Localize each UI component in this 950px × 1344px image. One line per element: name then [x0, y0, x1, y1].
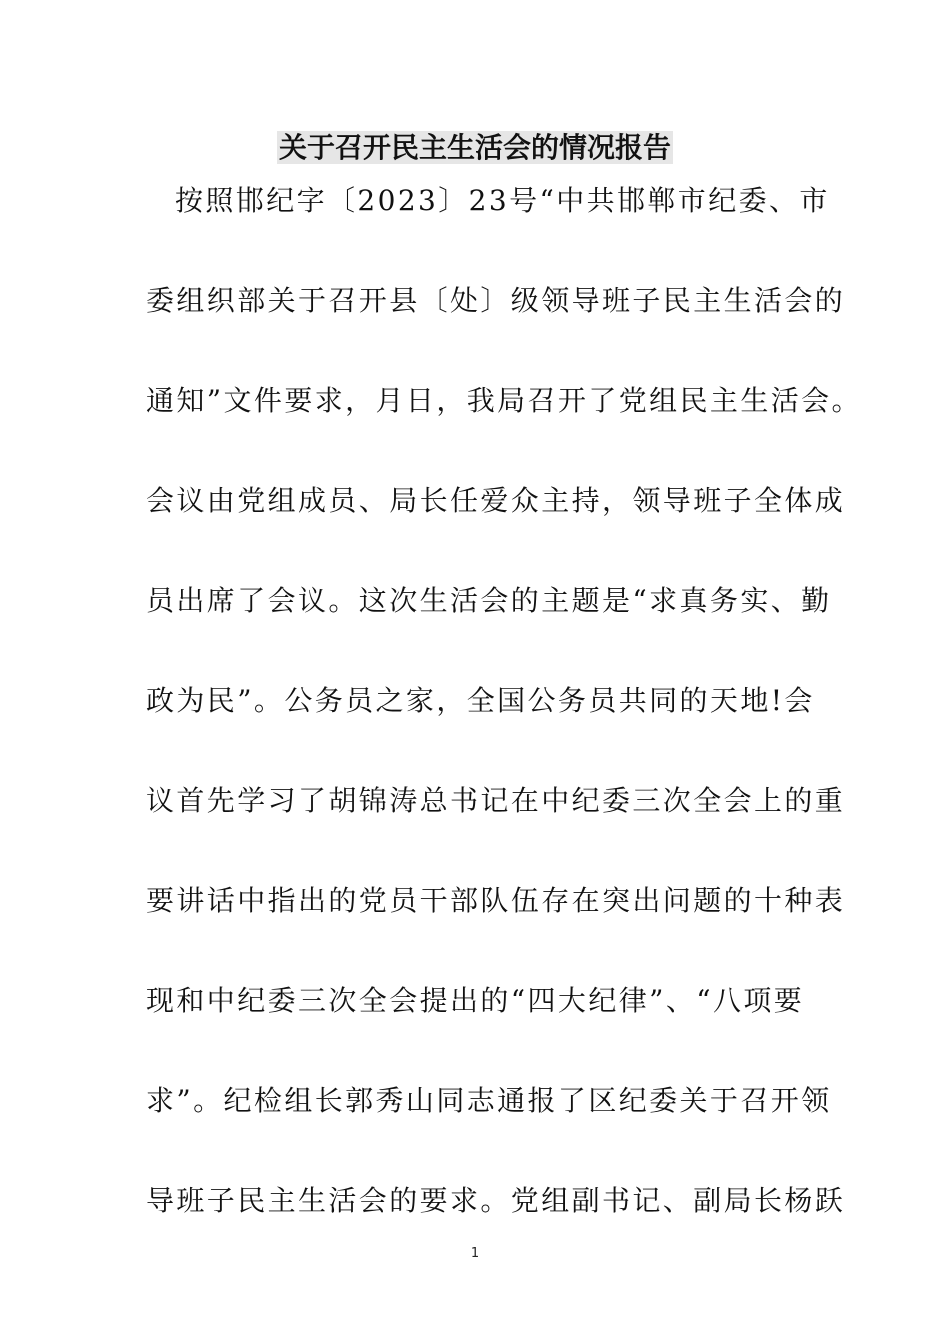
body-line: 议首先学习了胡锦涛总书记在中纪委三次全会上的重: [146, 784, 846, 817]
document-title-text: 关于召开民主生活会的情况报告: [278, 131, 671, 164]
body-line: 政为民”。公务员之家，全国公务员共同的天地!会: [146, 684, 815, 717]
body-line: 通知”文件要求，月日，我局召开了党组民主生活会。: [146, 384, 862, 417]
body-line: 要讲话中指出的党员干部队伍存在突出问题的十种表: [146, 884, 846, 917]
body-line: 求”。纪检组长郭秀山同志通报了区纪委关于召开领: [146, 1084, 832, 1117]
body-line: 按照邯纪字〔2023〕23号“中共邯郸市纪委、市: [175, 184, 830, 217]
body-line: 员出席了会议。这次生活会的主题是“求真务实、勤: [146, 584, 832, 617]
body-line: 会议由党组成员、局长任爱众主持，领导班子全体成: [146, 484, 846, 517]
document-body: [146, 176, 862, 1276]
page-number: 1: [470, 1246, 480, 1261]
body-line: 委组织部关于召开县〔处〕级领导班子民主生活会的: [146, 284, 846, 317]
body-line: 导班子民主生活会的要求。党组副书记、副局长杨跃: [146, 1184, 846, 1217]
document-title: [0, 128, 950, 168]
body-line: 现和中纪委三次全会提出的“四大纪律”、“八项要: [146, 984, 805, 1017]
